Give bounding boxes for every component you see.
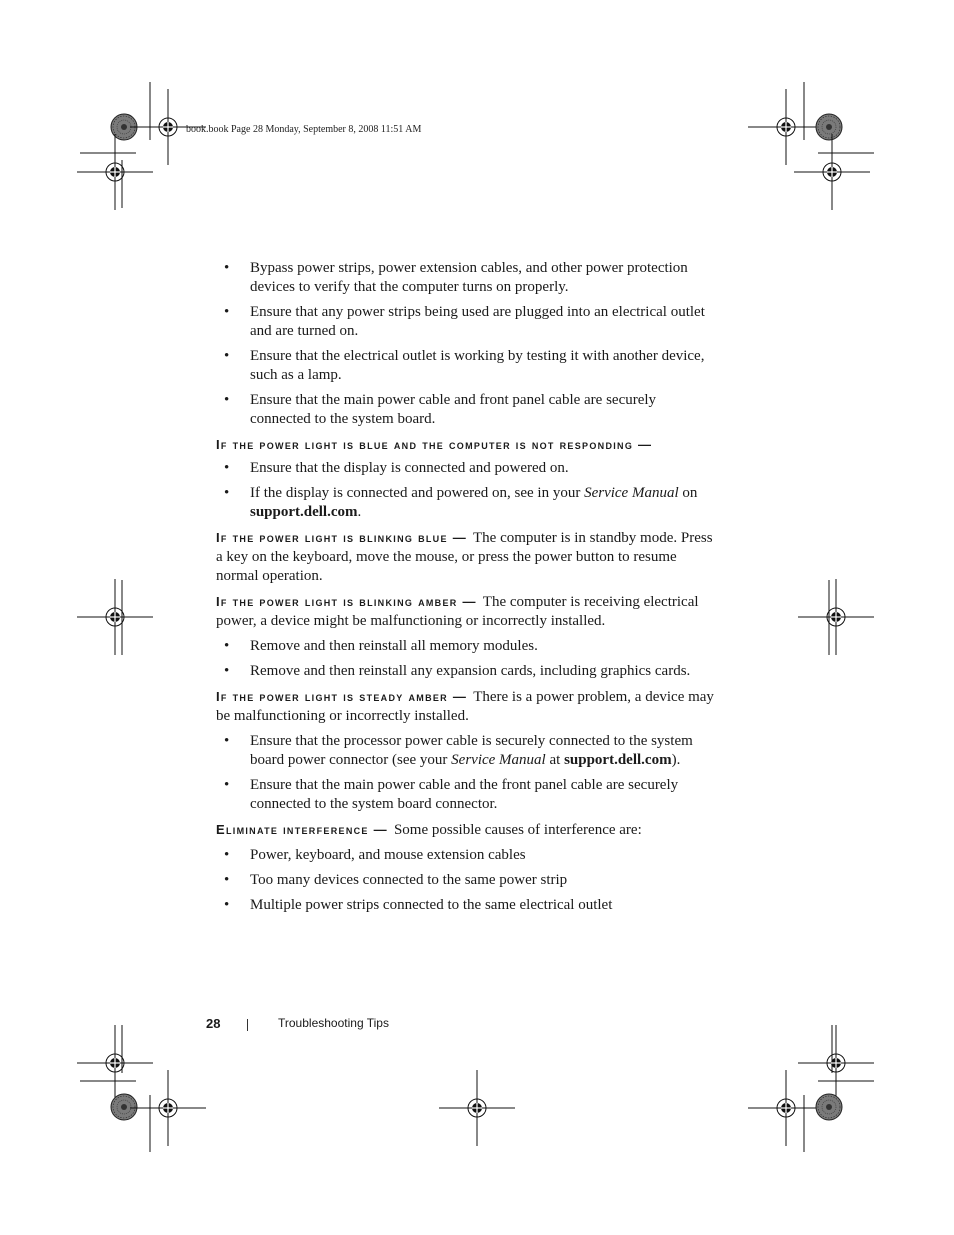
bullet-icon: • xyxy=(224,260,230,276)
list-item: • Ensure that the main power cable and the front panel cable are securely connected to the system board connector. xyxy=(224,777,679,812)
list-item: • Ensure that any power strips being used are plugged into an electrical outlet and are turned on. xyxy=(224,304,705,339)
list-item: • Power, keyboard, and mouse extension cables xyxy=(224,847,526,863)
paragraph-interference: Eliminate interference — Some possible causes of interference are: xyxy=(216,822,642,838)
registration-mark-icon xyxy=(130,1070,206,1146)
list-item: • If the display is connected and powered on, see in your Service Manual on support.dell.com. xyxy=(224,485,698,520)
bullet-icon: • xyxy=(224,304,230,320)
paragraph-steady-amber: If the power light is steady amber — There is a power problem, a device may be malfunctioning or incorrectly installed. xyxy=(216,689,714,724)
bullet-icon: • xyxy=(224,663,230,679)
list-item: • Ensure that the electrical outlet is working by testing it with another device, such as a lamp. xyxy=(224,348,705,383)
footer-section-title: Troubleshooting Tips xyxy=(278,1016,389,1030)
section-heading-blue: If the power light is blue and the computer is not responding — xyxy=(216,437,653,452)
page-number: 28 xyxy=(206,1016,221,1031)
star-target-icon xyxy=(111,1094,137,1120)
bullet-icon: • xyxy=(224,847,230,863)
service-manual-title: Service Manual xyxy=(451,752,546,768)
bullet-icon: • xyxy=(224,638,230,654)
crop-marks-bottom-right xyxy=(804,1025,874,1152)
section-heading-blinking-blue: If the power light is blinking blue — xyxy=(216,530,467,545)
bullet-icon: • xyxy=(224,872,230,888)
registration-mark-icon xyxy=(798,1025,874,1101)
registration-mark-icon xyxy=(794,134,870,210)
list-item: • Remove and then reinstall any expansion cards, including graphics cards. xyxy=(224,663,691,679)
bullet-icon: • xyxy=(224,392,230,408)
list-item: • Bypass power strips, power extension cables, and other power protection devices to verify that the computer turns on properly. xyxy=(224,260,688,295)
bullet-icon: • xyxy=(224,733,230,749)
list-item: • Ensure that the main power cable and front panel cable are securely connected to the system board. xyxy=(224,392,657,427)
list-item: • Ensure that the processor power cable is securely connected to the system board power connector (see your Service Manual at support.dell.com). xyxy=(224,733,693,768)
support-link: support.dell.com xyxy=(564,752,672,768)
page-body xyxy=(216,259,716,921)
list-item: • Too many devices connected to the same power strip xyxy=(224,872,568,888)
registration-mark-icon xyxy=(748,1070,824,1146)
list-item: • Remove and then reinstall all memory modules. xyxy=(224,638,538,654)
bullet-icon: • xyxy=(224,897,230,913)
section-heading-interference: Eliminate interference — xyxy=(216,822,388,837)
bullet-icon: • xyxy=(224,777,230,793)
registration-mark-icon xyxy=(748,89,824,165)
registration-mark-icon xyxy=(798,579,874,655)
star-target-icon xyxy=(816,1094,842,1120)
star-target-icon xyxy=(816,114,842,140)
registration-mark-icon xyxy=(77,1025,153,1101)
support-link: support.dell.com xyxy=(250,504,358,520)
paragraph-blinking-amber: If the power light is blinking amber — The computer is receiving electrical power, a device might be malfunctioning or incorrectly installed. xyxy=(216,594,699,629)
list-item: • Ensure that the display is connected and powered on. xyxy=(224,460,569,476)
bullet-icon: • xyxy=(224,485,230,501)
bullet-icon: • xyxy=(224,348,230,364)
registration-mark-icon xyxy=(439,1070,515,1146)
bullet-icon: • xyxy=(224,460,230,476)
footer-divider xyxy=(247,1019,248,1031)
service-manual-title: Service Manual xyxy=(584,485,679,501)
paragraph-blinking-blue: If the power light is blinking blue — The computer is in standby mode. Press a key on the keyboard, move the mouse, or press the power button to resume normal operation. xyxy=(216,530,713,584)
print-slug: book.book Page 28 Monday, September 8, 2008 11:51 AM xyxy=(186,124,422,135)
registration-mark-icon xyxy=(77,134,153,210)
section-heading-steady-amber: If the power light is steady amber — xyxy=(216,689,468,704)
registration-mark-icon xyxy=(77,579,153,655)
list-item: • Multiple power strips connected to the same electrical outlet xyxy=(224,897,613,913)
section-heading-blinking-amber: If the power light is blinking amber — xyxy=(216,594,477,609)
crop-marks-top-right xyxy=(804,82,874,208)
